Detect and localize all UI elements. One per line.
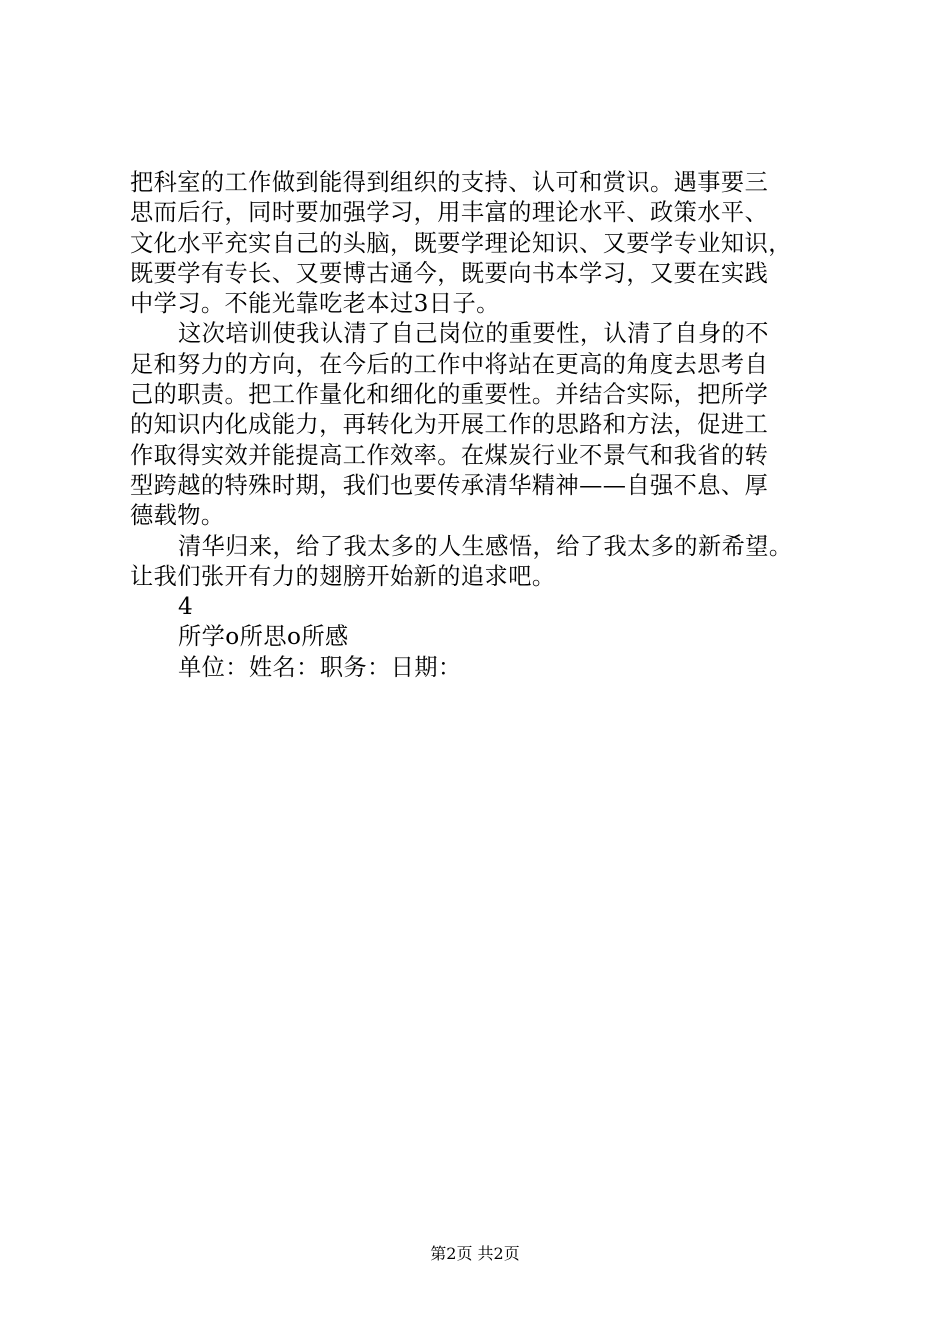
paragraph-line: 思而后行，同时要加强学习，用丰富的理论水平、政策水平、 <box>130 199 769 227</box>
page-number-marker: 4 <box>178 593 194 621</box>
paragraph-line: 德载物。 <box>130 502 225 530</box>
page-footer: 第2页 共2页 <box>430 1244 520 1263</box>
info-fields: 单位：姓名：职务：日期： <box>178 653 462 681</box>
paragraph-line: 中学习。不能光靠吃老本过3日子。 <box>130 290 500 318</box>
paragraph-line: 型跨越的特殊时期，我们也要传承清华精神——自强不息、厚 <box>130 471 769 499</box>
paragraph-line: 这次培训使我认清了自己岗位的重要性，认清了自身的不 <box>178 320 769 348</box>
paragraph-line: 足和努力的方向，在今后的工作中将站在更高的角度去思考自 <box>130 350 769 378</box>
paragraph-line: 让我们张开有力的翅膀开始新的追求吧。 <box>130 562 556 590</box>
paragraph-line: 的知识内化成能力，再转化为开展工作的思路和方法，促进工 <box>130 411 769 439</box>
paragraph-line: 文化水平充实自己的头脑，既要学理论知识、又要学专业知识， <box>130 229 792 257</box>
paragraph-line: 作取得实效并能提高工作效率。在煤炭行业不景气和我省的转 <box>130 441 769 469</box>
section-title: 所学o所思o所感 <box>178 623 349 651</box>
paragraph-line: 既要学有专长、又要博古通今，既要向书本学习，又要在实践 <box>130 259 769 287</box>
paragraph-line: 己的职责。把工作量化和细化的重要性。并结合实际，把所学 <box>130 381 769 409</box>
document-body <box>130 168 850 683</box>
paragraph-line: 把科室的工作做到能得到组织的支持、认可和赏识。遇事要三 <box>130 169 769 196</box>
paragraph-line: 清华归来，给了我太多的人生感悟，给了我太多的新希望。 <box>178 532 793 560</box>
